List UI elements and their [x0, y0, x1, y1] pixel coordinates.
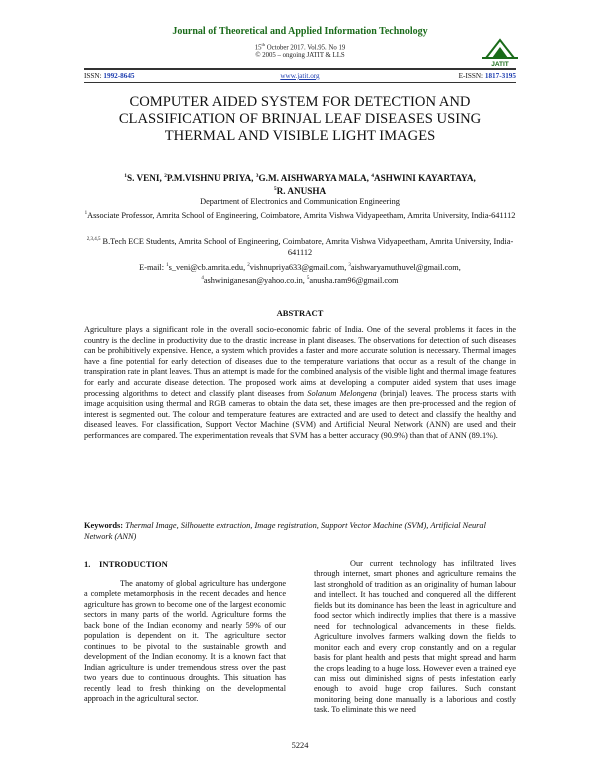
email-label: E-mail: — [139, 262, 167, 272]
eissn-value: 1817-3195 — [484, 72, 516, 80]
website-link[interactable]: www.jatit.org — [280, 72, 320, 80]
email-3-sup: 3 — [348, 263, 351, 268]
abstract-text-1: Agriculture plays a significant role in the overall socio-economic fabric of India. One of the several problems it faces in the country is the decline in productivity due to the drastic increase in plant diseases. The observations for detection of such diseases can be prohibitively expensive. Hence, a system which provides a faster and more accurate solution is necessary. Thermal images have a fine potential for early detection of diseases due to the temperature variations that occur as a result of the change in transpiration rate in plant leaves. Thus an attempt is made for the combined analysis of the visible light and thermal image features for early and accurate disease detection. The proposed work aims at developing a computer aided system that uses image processing algorithms to detect and classify plant diseases from — [84, 325, 516, 398]
email-4-sup: 4 — [201, 276, 204, 282]
section-title: INTRODUCTION — [99, 559, 168, 569]
affiliation-2-sup: 2,3,4,5 — [86, 237, 101, 242]
left-column — [84, 579, 286, 704]
email-2-sup: 2 — [247, 263, 250, 268]
email-list — [84, 260, 516, 287]
keywords-text: Thermal Image, Silhouette extraction, Image registration, Support Vector Machine (SVM), Artificial Neural Network (ANN) — [84, 521, 486, 541]
header-rule-bottom — [84, 82, 516, 83]
intro-paragraph-2: Our current technology has infiltrated lives through internet, smart phones and agriculture remains the last stronghold of tradition as an originality of human labour and intellect. It has touched and conquered all the different fields but its dominance has been the least in agriculture and food sector which indirectly implies that there is a massive need for technological advancements in these fields. Agriculture involves farmers walking down the fields to monitor each and every crop constantly and on a regular basis for plant health and pests that might spread and harm the crops leading to a huge loss. However even a trained eye can miss out diminished signs of pests infestation early enough to avoid huge crop failures. Such constant monitoring being done manually is a laborious and costly task. To eliminate this we need — [314, 559, 516, 715]
eissn — [459, 72, 516, 80]
copyright: © 2005 – ongoing JATIT & LLS — [255, 52, 345, 60]
author-4: ASHWINI KAYARTAYA, — [373, 173, 476, 184]
email-3[interactable]: aishwaryamuthuvel@gmail.com, — [350, 262, 461, 272]
email-5[interactable]: anusha.ram96@gmail.com — [309, 276, 399, 286]
email-1-sup: 1 — [166, 263, 169, 268]
logo-text: JATIT — [491, 61, 509, 68]
email-2[interactable]: vishnupriya633@gmail.com, — [249, 262, 349, 272]
email-5-sup: 5 — [306, 276, 310, 282]
issn-label: ISSN: — [84, 72, 104, 80]
eissn-label: E-ISSN: — [458, 72, 485, 80]
abstract-body — [84, 325, 516, 442]
header-rule-top — [84, 68, 516, 70]
abstract-heading: ABSTRACT — [276, 308, 324, 318]
keywords — [84, 520, 516, 542]
email-4[interactable]: ashwiniganesan@yahoo.co.in, — [203, 276, 307, 286]
right-column — [314, 559, 516, 716]
author-2: P.M.VISHNU PRIYA, — [166, 173, 256, 184]
journal-title: Journal of Theoretical and Applied Information Technology — [172, 26, 428, 37]
issue-day: 15 — [254, 44, 262, 52]
issue-day-suffix: th — [261, 42, 266, 47]
section-number: 1. — [84, 559, 91, 569]
affiliation-2 — [84, 234, 516, 259]
jatit-logo — [478, 34, 522, 68]
author-2-sup: 2 — [164, 173, 167, 179]
author-3-sup: 3 — [255, 173, 259, 179]
author-4-sup: 4 — [371, 173, 374, 179]
author-1-sup: 1 — [124, 173, 127, 179]
abstract-text-2: (brinjal) leaves. The process starts with image acquisition using thermal and RGB cameras to obtain the data set, these images are then pre-processed and the region of interest is segmented out. The colour and temperature features are extracted and are used to detect and classify the healthy and diseased leaves. For classification, Support Vector Machine (SVM) and Artificial Neural Network (ANN) are used and their performances are compared. The experimentation reveals that SVM has a better accuracy (90.9%) than that of ANN (89.1%). — [84, 388, 516, 440]
author-1: S. VENI, — [127, 173, 165, 184]
department: Department of Electronics and Communication Engineering — [200, 197, 400, 206]
issn-value: 1992-8645 — [103, 72, 135, 80]
affiliation-1-sup: 1 — [84, 211, 88, 216]
affiliation-1 — [84, 208, 516, 221]
email-1[interactable]: s_veni@cb.amrita.edu, — [168, 262, 248, 272]
abstract-species: Solanum Melongena — [307, 388, 377, 398]
issue-date-volume: October 2017. Vol.95. No 19 — [266, 44, 346, 52]
paper-title: COMPUTER AIDED SYSTEM FOR DETECTION AND CLASSIFICATION OF BRINJAL LEAF DISEASES USING THERMAL AND VISIBLE LIGHT IMAGES — [118, 94, 482, 144]
affiliation-2-text: B.Tech ECE Students, Amrita School of Engineering, Coimbatore, Amrita Vishwa Vidyapeetham, Amrita University, India-641112 — [100, 236, 514, 258]
section-heading — [84, 559, 168, 569]
keywords-label: Keywords: — [84, 521, 124, 530]
author-list — [84, 171, 516, 197]
author-3: G.M. AISHWARYA MALA, — [258, 173, 372, 184]
affiliation-1-text: Associate Professor, Amrita School of Engineering, Coimbatore, Amrita Vishwa Vidyapeetham, Amrita University, India-641112 — [87, 210, 516, 220]
author-5-sup: 5 — [273, 186, 277, 193]
author-5: R. ANUSHA — [276, 186, 327, 197]
intro-paragraph-1: The anatomy of global agriculture has undergone a complete metamorphosis in the recent decades and hence agriculture has grown to become one of the largest economic sectors in many parts of the world. Agriculture forms the back bone of the Indian economy and nearly 59% of our population is dependent on it. The agriculture sector continues to be pivotal to the sustainable growth and development of the Indian economy. It is a known fact that Indian agriculture is under tremendous stress over the past two years due to continuous droughts. This situation has recently lead to fresh thinking on the developmental approach in the agricultural sector. — [84, 579, 286, 703]
page-number: 5224 — [291, 741, 309, 750]
